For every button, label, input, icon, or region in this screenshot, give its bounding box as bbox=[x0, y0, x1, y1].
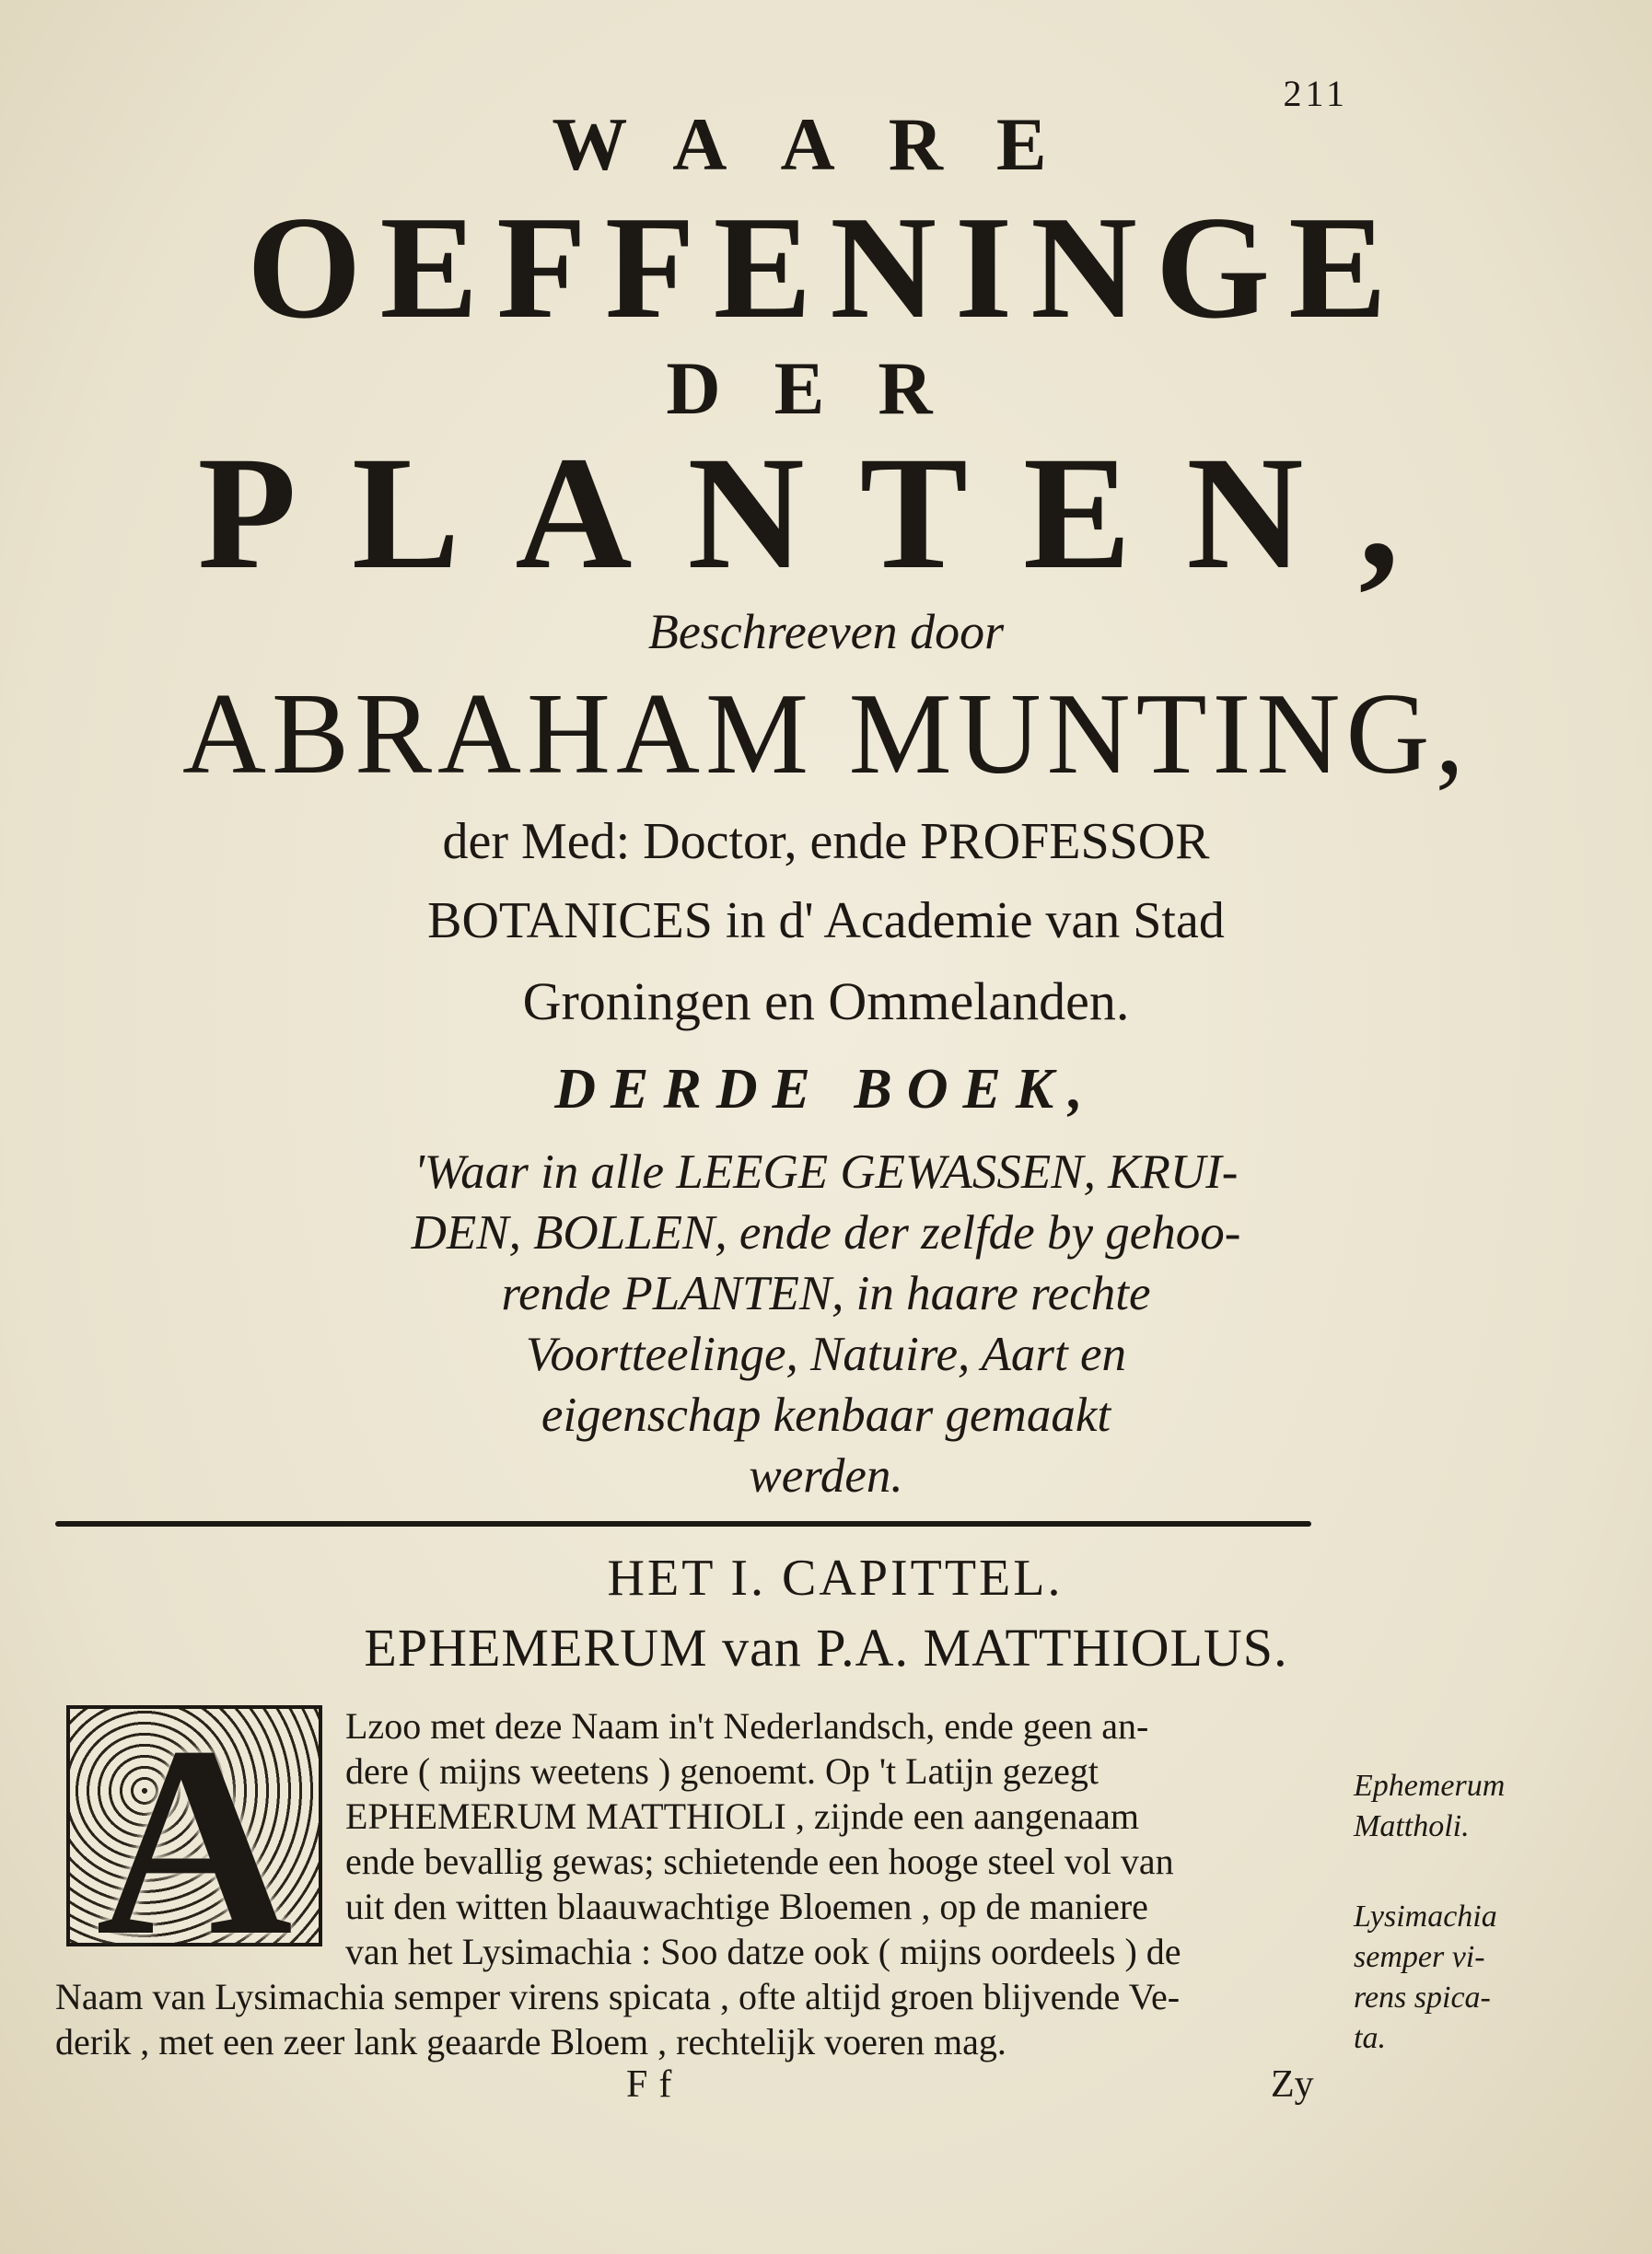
margin-note-line: rens spica- bbox=[1354, 1981, 1491, 2015]
body-line: Naam van Lysimachia semper virens spicata , ofte altijd groen blijvende Ve- bbox=[55, 1976, 1181, 2017]
author-title-2: BOTANICES in d' Academie van Stad bbox=[427, 892, 1225, 949]
page-number: 211 bbox=[1283, 73, 1348, 114]
subtitle-line: Voortteelinge, Natuire, Aart en bbox=[525, 1328, 1127, 1381]
body-line: ende bevallig gewas; schietende een hooge steel vol van bbox=[345, 1841, 1174, 1882]
title-line-3: DER bbox=[666, 346, 986, 430]
chapter-title: EPHEMERUM van P.A. MATTHIOLUS. bbox=[364, 1618, 1288, 1678]
title-line-4: PLANTEN, bbox=[197, 424, 1455, 603]
subtitle-line: DEN, BOLLEN, ende der zelfde by gehoo- bbox=[411, 1206, 1241, 1260]
subtitle-line: 'Waar in alle LEEGE GEWASSEN, KRUI- bbox=[413, 1145, 1239, 1199]
margin-note-line: Ephemerum bbox=[1354, 1769, 1506, 1803]
body-line: EPHEMERUM MATTHIOLI , zijnde een aangenaam bbox=[345, 1795, 1139, 1837]
body-paragraph bbox=[55, 1703, 1344, 2064]
title-line-1: WAARE bbox=[552, 102, 1100, 186]
body-line: uit den witten blaauwachtige Bloemen , op de maniere bbox=[345, 1886, 1148, 1927]
book-heading: DERDE BOEK, bbox=[554, 1058, 1098, 1121]
signature-mark: Ff bbox=[626, 2063, 683, 2106]
margin-note-line: ta. bbox=[1354, 2021, 1386, 2055]
margin-note-line: Lysimachia bbox=[1354, 1900, 1497, 1934]
body-line: derik , met een zeer lank geaarde Bloem , rechtelijk voeren mag. bbox=[55, 2021, 1006, 2062]
margin-note-line: Mattholi. bbox=[1354, 1809, 1470, 1843]
chapter-heading: HET I. CAPITTEL. bbox=[607, 1550, 1064, 1607]
author-title-1: der Med: Doctor, ende PROFESSOR bbox=[442, 813, 1210, 870]
margin-note-lysimachia bbox=[1354, 1897, 1497, 2059]
horizontal-rule bbox=[55, 1521, 1311, 1527]
subtitle-line: eigenschap kenbaar gemaakt bbox=[541, 1388, 1111, 1442]
subtitle-line: werden. bbox=[749, 1449, 903, 1503]
subtitle-line: rende PLANTEN, in haare rechte bbox=[501, 1267, 1151, 1320]
author-name: ABRAHAM MUNTING, bbox=[181, 670, 1471, 798]
body-line: van het Lysimachia : Soo datze ook ( mijns oordeels ) de bbox=[345, 1931, 1181, 1972]
body-line: dere ( mijns weetens ) genoemt. Op 't Latijn gezegt bbox=[345, 1750, 1099, 1792]
author-title-3: Groningen en Ommelanden. bbox=[522, 971, 1130, 1031]
drop-cap-letter: A bbox=[96, 1690, 293, 1993]
byline: Beschreeven door bbox=[647, 604, 1005, 659]
body-line: Lzoo met deze Naam in't Nederlandsch, ende geen an- bbox=[345, 1705, 1149, 1747]
subtitle-block bbox=[0, 1142, 1652, 1506]
title-line-2: OEFFENINGE bbox=[247, 185, 1405, 349]
margin-note-line: semper vi- bbox=[1354, 1940, 1485, 1974]
catchword: Zy bbox=[1271, 2063, 1314, 2106]
margin-note-ephemerum bbox=[1354, 1766, 1505, 1847]
